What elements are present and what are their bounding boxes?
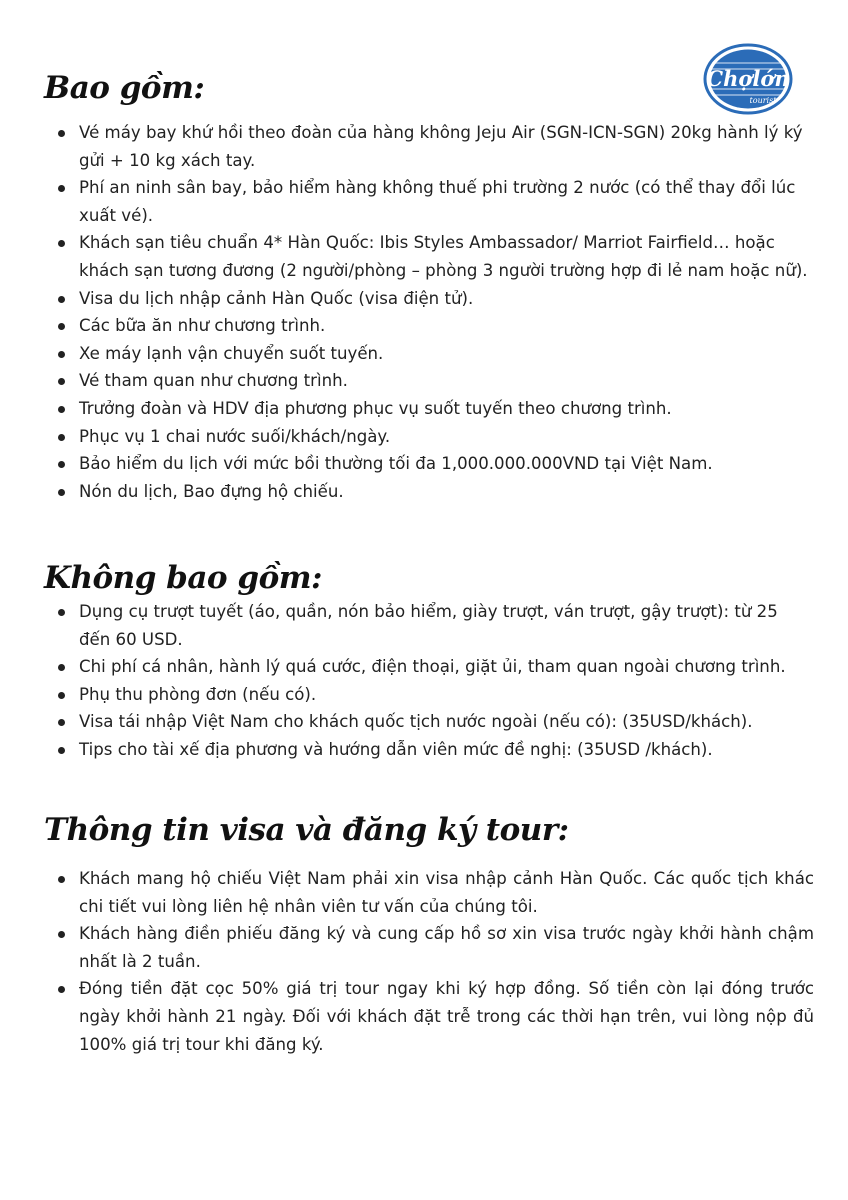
excluded-section [44,558,814,764]
excluded-list [44,598,814,764]
list-item: Vé máy bay khứ hồi theo đoàn của hàng không Jeju Air (SGN-ICN-SGN) 20kg hành lý ký gửi + 10 kg xách tay. [44,119,814,174]
list-item: Đóng tiền đặt cọc 50% giá trị tour ngay khi ký hợp đồng. Số tiền còn lại đóng trước ngày khởi hành 21 ngày. Đối với khách đặt trễ trong các thời hạn trên, vui lòng nộp đủ 100% giá trị tour khi đăng ký. [44,975,814,1058]
bullet-icon [58,931,65,938]
list-item: Phục vụ 1 chai nước suối/khách/ngày. [44,423,814,451]
svg-text:Chợlớn: Chợlớn [706,66,790,91]
visa-section [44,810,814,1058]
list-item: Các bữa ăn như chương trình. [44,312,814,340]
list-item: Bảo hiểm du lịch với mức bồi thường tối đa 1,000.000.000VND tại Việt Nam. [44,450,814,478]
list-item: Vé tham quan như chương trình. [44,367,814,395]
included-section [44,68,814,505]
bullet-icon [58,296,65,303]
list-item: Phụ thu phòng đơn (nếu có). [44,681,814,709]
excluded-heading: Không bao gồm: [44,560,322,596]
list-item: Nón du lịch, Bao đựng hộ chiếu. [44,478,814,506]
bullet-icon [58,130,65,137]
included-list [44,119,814,505]
bullet-icon [58,747,65,754]
list-item: Chi phí cá nhân, hành lý quá cước, điện thoại, giặt ủi, tham quan ngoài chương trình. [44,653,814,681]
list-item: Visa du lịch nhập cảnh Hàn Quốc (visa điện tử). [44,285,814,313]
bullet-icon [58,406,65,413]
bullet-icon [58,876,65,883]
bullet-icon [58,461,65,468]
bullet-icon [58,351,65,358]
list-item: Phí an ninh sân bay, bảo hiểm hàng không thuế phi trường 2 nước (có thể thay đổi lúc xuất vé). [44,174,814,229]
list-item: Khách hàng điền phiếu đăng ký và cung cấp hồ sơ xin visa trước ngày khởi hành chậm nhất là 2 tuần. [44,920,814,975]
bullet-icon [58,692,65,699]
bullet-icon [58,986,65,993]
list-item: Khách sạn tiêu chuẩn 4* Hàn Quốc: Ibis Styles Ambassador/ Marriot Fairfield… hoặc khách sạn tương đương (2 người/phòng – phòng 3 người trường hợp đi lẻ nam hoặc nữ). [44,229,814,284]
visa-list [44,865,814,1058]
bullet-icon [58,185,65,192]
bullet-icon [58,609,65,616]
svg-text:tourist: tourist [749,96,777,105]
bullet-icon [58,323,65,330]
list-item: Xe máy lạnh vận chuyển suốt tuyến. [44,340,814,368]
bullet-icon [58,240,65,247]
visa-heading: Thông tin visa và đăng ký tour: [44,812,569,848]
bullet-icon [58,434,65,441]
bullet-icon [58,378,65,385]
bullet-icon [58,719,65,726]
list-item: Tips cho tài xế địa phương và hướng dẫn viên mức đề nghị: (35USD /khách). [44,736,814,764]
list-item: Khách mang hộ chiếu Việt Nam phải xin visa nhập cảnh Hàn Quốc. Các quốc tịch khác chi tiết vui lòng liên hệ nhân viên tư vấn của chúng tôi. [44,865,814,920]
bullet-icon [58,489,65,496]
list-item: Visa tái nhập Việt Nam cho khách quốc tịch nước ngoài (nếu có): (35USD/khách). [44,708,814,736]
list-item: Dụng cụ trượt tuyết (áo, quần, nón bảo hiểm, giày trượt, ván trượt, gậy trượt): từ 25 đến 60 USD. [44,598,814,653]
bullet-icon [58,664,65,671]
list-item: Trưởng đoàn và HDV địa phương phục vụ suốt tuyến theo chương trình. [44,395,814,423]
included-heading: Bao gồm: [44,70,205,106]
